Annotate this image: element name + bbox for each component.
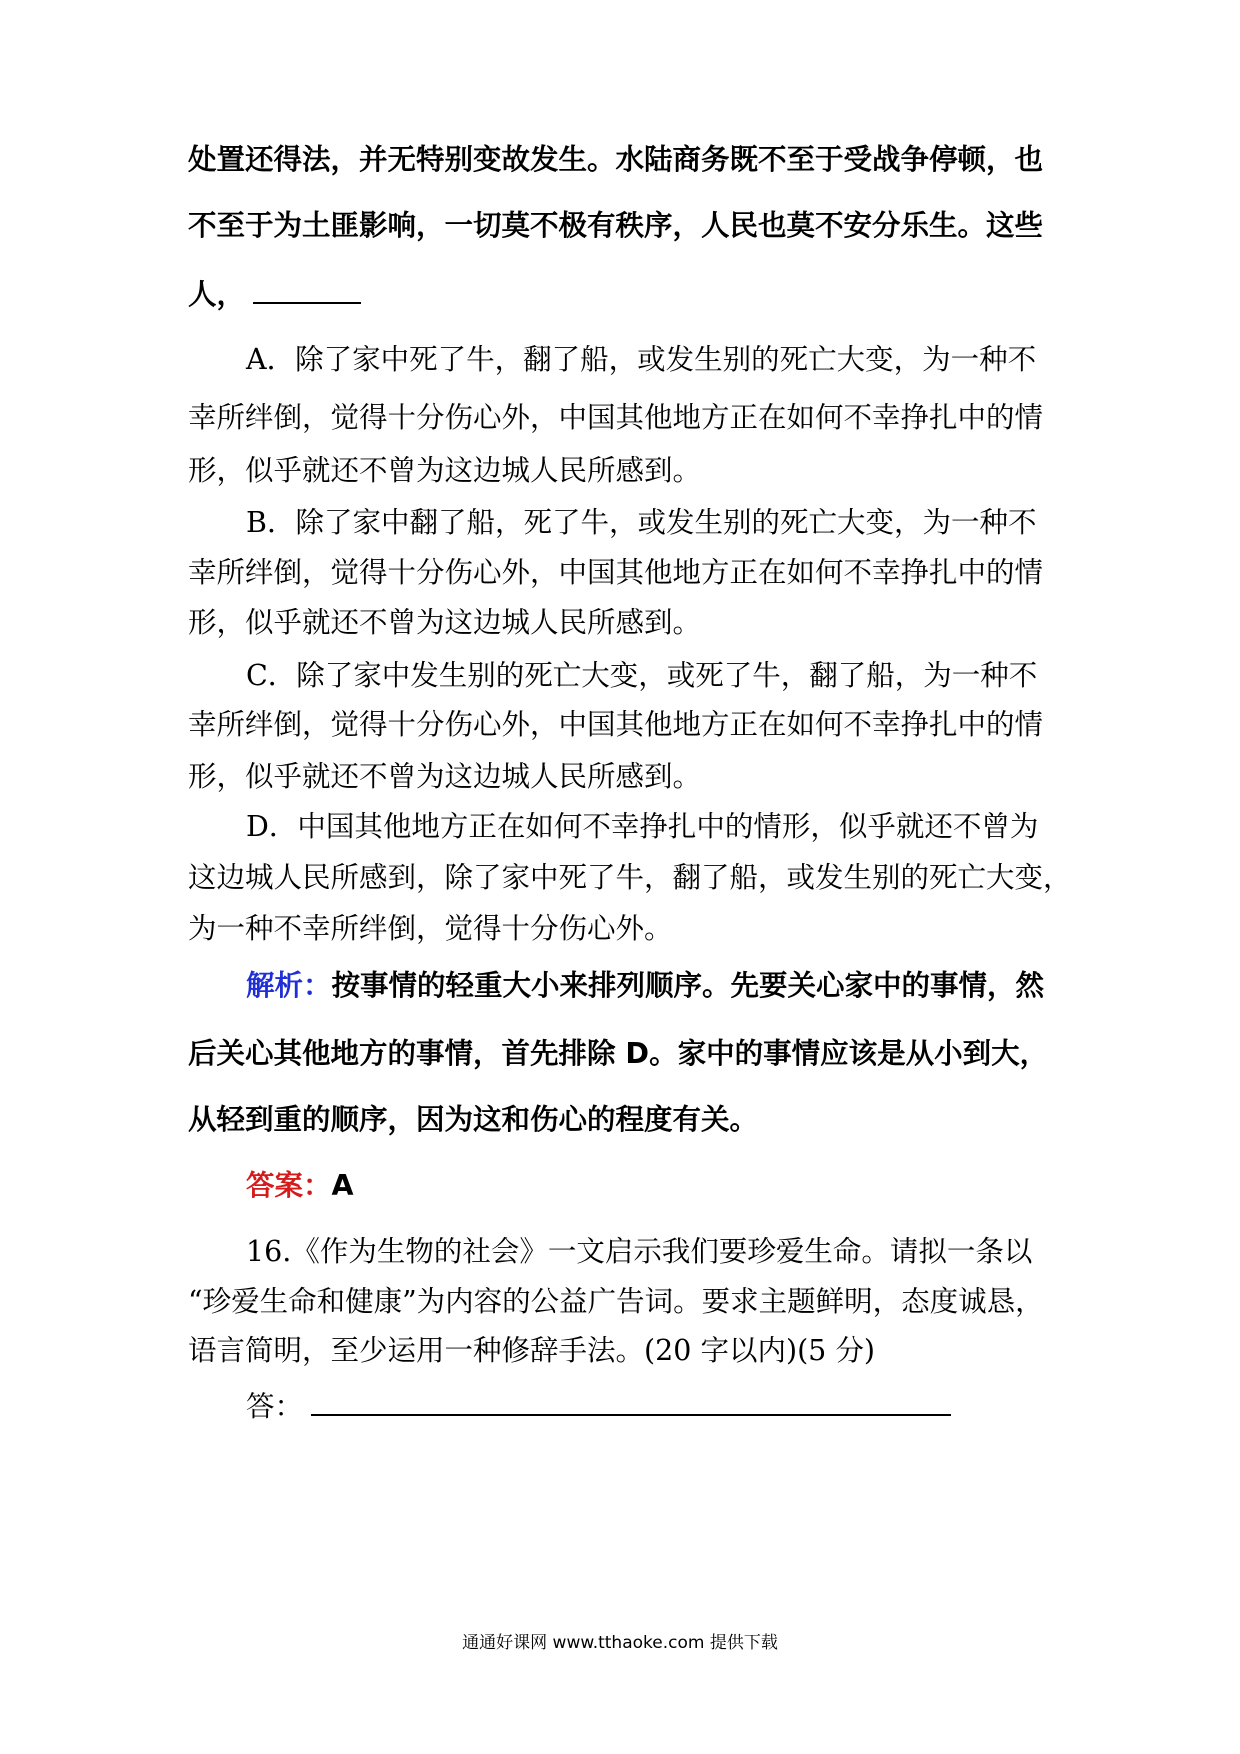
passage-line — [188, 272, 361, 315]
question-line: “珍爱生命和健康”为内容的公益广告词。要求主题鲜明，态度诚恳， — [188, 1285, 1044, 1318]
option-c-line: 形，似乎就还不曾为这边城人民所感到。 — [188, 760, 702, 793]
analysis-line: 后关心其他地方的事情，首先排除 D。家中的事情应该是从小到大， — [188, 1037, 1049, 1070]
page-footer: 通通好课网 www.tthaoke.com 提供下载 — [462, 1633, 778, 1653]
option-b-line: 形，似乎就还不曾为这边城人民所感到。 — [188, 606, 702, 639]
passage-line: 不至于为土匪影响，一切莫不极有秩序，人民也莫不安分乐生。这些 — [188, 209, 1044, 242]
option-a-line: 幸所绊倒，觉得十分伤心外，中国其他地方正在如何不幸挣扎中的情 — [188, 401, 1044, 434]
option-d-line: D．中国其他地方正在如何不幸挣扎中的情形，似乎就还不曾为 — [246, 810, 1039, 843]
question-line: 语言简明，至少运用一种修辞手法。(20 字以内)(5 分) — [188, 1334, 875, 1367]
fill-blank — [253, 272, 361, 304]
answer-blank — [311, 1384, 951, 1416]
option-a-line: A．除了家中死了牛，翻了船，或发生别的死亡大变，为一种不 — [246, 343, 1037, 376]
option-d-line: 为一种不幸所绊倒，觉得十分伤心外。 — [188, 912, 673, 945]
analysis-text: 按事情的轻重大小来排列顺序。先要关心家中的事情，然 — [331, 969, 1045, 1002]
answer-label: 答案： — [246, 1169, 332, 1202]
option-c-line: 幸所绊倒，觉得十分伤心外，中国其他地方正在如何不幸挣扎中的情 — [188, 708, 1044, 741]
passage-line: 处置还得法，并无特别变故发生。水陆商务既不至于受战争停顿，也 — [188, 143, 1044, 176]
answer-line — [246, 1166, 354, 1206]
answer-prompt-line — [246, 1384, 951, 1427]
question-line: 16.《作为生物的社会》一文启示我们要珍爱生命。请拟一条以 — [246, 1235, 1033, 1268]
answer-prompt-label: 答： — [246, 1390, 304, 1423]
passage-line-text: 人， — [188, 278, 246, 311]
option-b-line: 幸所绊倒，觉得十分伤心外，中国其他地方正在如何不幸挣扎中的情 — [188, 556, 1044, 589]
option-a-line: 形，似乎就还不曾为这边城人民所感到。 — [188, 454, 702, 487]
option-c-line: C．除了家中发生别的死亡大变，或死了牛，翻了船，为一种不 — [246, 659, 1038, 692]
analysis-label: 解析： — [246, 969, 332, 1002]
answer-value: A — [331, 1169, 354, 1202]
option-d-line: 这边城人民所感到，除了家中死了牛，翻了船，或发生别的死亡大变， — [188, 861, 1072, 894]
analysis-line: 从轻到重的顺序，因为这和伤心的程度有关。 — [188, 1103, 759, 1136]
analysis-line — [246, 966, 1044, 1006]
option-b-line: B．除了家中翻了船，死了牛，或发生别的死亡大变，为一种不 — [246, 506, 1037, 539]
